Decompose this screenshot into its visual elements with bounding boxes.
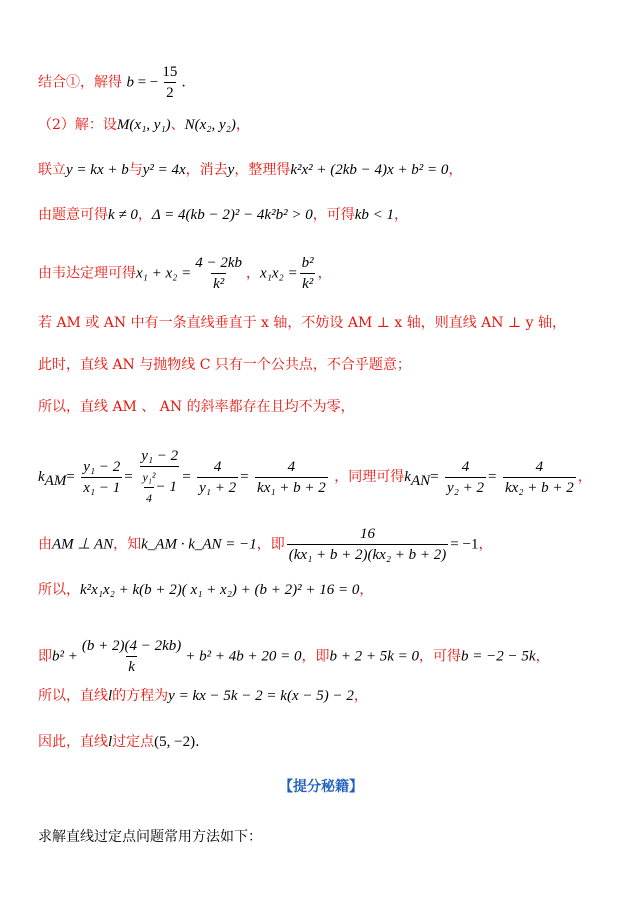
- numerator: b²: [301, 255, 314, 271]
- text: ，: [478, 536, 493, 553]
- numerator: 16: [360, 526, 376, 542]
- math: b² +: [52, 648, 78, 665]
- text: ，可得: [419, 648, 462, 665]
- denominator: 4: [144, 487, 154, 508]
- text: ，: [246, 265, 261, 282]
- denominator: k²: [300, 273, 315, 294]
- math: k ≠ 0: [108, 207, 138, 223]
- math: Δ = 4(kb − 2)² − 4k²b² > 0: [151, 207, 313, 223]
- math-eq: = −: [133, 74, 159, 91]
- line-expand: [38, 580, 373, 600]
- text: .: [195, 734, 200, 750]
- text: 与: [128, 162, 143, 178]
- math: y = kx − 5k − 2 = k(x − 5) − 2: [168, 688, 354, 704]
- math: k_AM · k_AN = −1: [141, 536, 257, 553]
- denominator: k²: [211, 273, 226, 294]
- line-method-intro: 求解直线过定点问题常用方法如下：: [38, 829, 262, 845]
- text: − 1: [155, 478, 177, 495]
- fraction: [80, 636, 183, 677]
- text: （2）解：设: [38, 117, 117, 133]
- text: ，: [317, 265, 332, 282]
- text: 的方程为: [112, 688, 169, 704]
- numerator: 15: [162, 64, 178, 80]
- text: 联立: [38, 162, 66, 178]
- line-slope-am: $k_{AM}=$ $\frac{\text{y₁ − 2}}{\text{x₁ − 1}}$ = y₁ − 2 $\frac{\text{y₁²}}{4}$ − 1 = $\frac{4}{\text{y₁ + 2}}$ = $\frac{4}{\text{kx₁ + b + 2}}$ ，同理可得$k_{AN}=$ $\frac{4}{\text{y₂ + 2}}$ = $\frac{4}{\text{kx₂ + b + 2}}$ ，: [38, 446, 592, 508]
- line-result-b: [38, 62, 186, 103]
- fraction: [503, 457, 576, 498]
- fraction: [160, 62, 179, 103]
- math: (5, −2): [154, 734, 196, 750]
- math: x₁x₂ =: [260, 265, 298, 282]
- fraction: [287, 524, 449, 565]
- text: 过定点: [112, 734, 155, 750]
- text: ，: [448, 162, 463, 178]
- text: ，即: [256, 536, 285, 553]
- math: k²x² + (2kb − 4)x + b² = 0: [290, 162, 449, 178]
- line-equation: [38, 686, 368, 706]
- text: ，: [137, 207, 152, 223]
- text: ，知: [113, 536, 142, 553]
- numerator: (b + 2)(4 − 2kb): [81, 638, 182, 654]
- math: k²x₁x₂ + k(b + 2)( x₁ + x₂) + (b + 2)² + 16 = 0: [80, 582, 360, 598]
- text: 由题意可得: [38, 207, 108, 223]
- math: + b² + 4b + 20 = 0: [185, 648, 302, 665]
- line-contradiction: 此时，直线 AN 与抛物线 C 只有一个公共点，不合乎题意；: [38, 357, 411, 373]
- denominator: y₂ + 2: [445, 477, 486, 498]
- line-assume: 若 AM 或 AN 中有一条直线垂直于 x 轴，不妨设 AM ⊥ x 轴，则直线 AN ⊥ y 轴，: [38, 315, 566, 331]
- math: =: [66, 469, 75, 485]
- math-var: b: [126, 74, 134, 91]
- text: 、: [170, 117, 185, 133]
- fraction: [300, 253, 316, 294]
- math: l: [108, 688, 113, 704]
- line-condition: [38, 205, 408, 225]
- math: kb < 1: [354, 207, 394, 223]
- numerator: y₁²: [142, 470, 156, 484]
- math: y² = 4x: [142, 162, 186, 178]
- text: 所以，: [38, 582, 80, 598]
- fraction: [197, 457, 238, 498]
- section-title: 【提分秘籍】: [279, 779, 363, 795]
- text: 结合①，解得: [38, 74, 122, 91]
- denominator: [140, 466, 178, 508]
- numerator: 4: [287, 458, 296, 475]
- math: b = −2 − 5k: [461, 648, 536, 665]
- text: ，: [535, 648, 550, 665]
- denominator: kx₁ + b + 2: [255, 477, 328, 498]
- denominator: (kx₁ + b + 2)(kx₂ + b + 2): [287, 544, 449, 565]
- fraction: [445, 457, 486, 498]
- subscript: AM: [44, 472, 67, 489]
- text: ，: [353, 688, 368, 704]
- line-fixed-point: [38, 732, 200, 752]
- line-part2-set: [38, 115, 250, 135]
- fraction: [193, 253, 244, 294]
- math: k: [38, 469, 45, 485]
- denominator: x₁ − 1: [81, 477, 122, 498]
- math-point-m: M(x₁, y₁): [116, 117, 171, 133]
- denominator: kx₂ + b + 2: [503, 477, 576, 498]
- math: x₁ + x₂ =: [136, 265, 192, 282]
- text: ，整理得: [234, 162, 291, 178]
- line-perpendicular: [38, 524, 492, 565]
- text: 由: [38, 536, 52, 553]
- math: b + 2 + 5k = 0: [329, 648, 420, 665]
- numerator: 4: [461, 458, 470, 475]
- fraction: [255, 457, 328, 498]
- denominator: 2: [164, 82, 176, 103]
- line-simplify: [38, 636, 550, 677]
- math: k: [404, 469, 411, 485]
- numerator: y₁ − 2: [141, 448, 179, 464]
- text: ，可得: [312, 207, 355, 223]
- line-combine: [38, 160, 462, 180]
- math: = −1: [450, 536, 479, 553]
- period: .: [181, 74, 186, 91]
- text: 即: [38, 648, 52, 665]
- text: 因此，直线: [38, 734, 108, 750]
- subscript: AN: [410, 472, 431, 489]
- numerator: 4 − 2kb: [195, 255, 243, 271]
- text: ，: [359, 582, 374, 598]
- denominator: k: [126, 656, 137, 677]
- math: y = kx + b: [66, 162, 129, 178]
- line-vieta: [38, 253, 332, 294]
- text: ，同理可得: [334, 469, 405, 485]
- text: ，即: [301, 648, 330, 665]
- inner-fraction: [142, 467, 155, 508]
- text: 由韦达定理可得: [38, 265, 136, 282]
- numerator: 4: [535, 458, 544, 475]
- fraction: [139, 446, 180, 508]
- fraction: [81, 457, 122, 498]
- numerator: 4: [213, 458, 222, 475]
- line-slopes-exist: 所以，直线 AM 、 AN 的斜率都存在且均不为零，: [38, 399, 355, 415]
- denominator: y₁ + 2: [197, 477, 238, 498]
- text: ，: [235, 117, 250, 133]
- math: AM ⊥ AN: [52, 536, 114, 553]
- math: y: [227, 162, 235, 178]
- text: ，消去: [185, 162, 228, 178]
- numerator: y₁ − 2: [83, 458, 121, 475]
- text: ，: [394, 207, 408, 223]
- math-point-n: N(x₂, y₂): [184, 117, 236, 133]
- text: ，: [577, 469, 592, 485]
- text: 所以，直线: [38, 688, 108, 704]
- math: l: [108, 734, 113, 750]
